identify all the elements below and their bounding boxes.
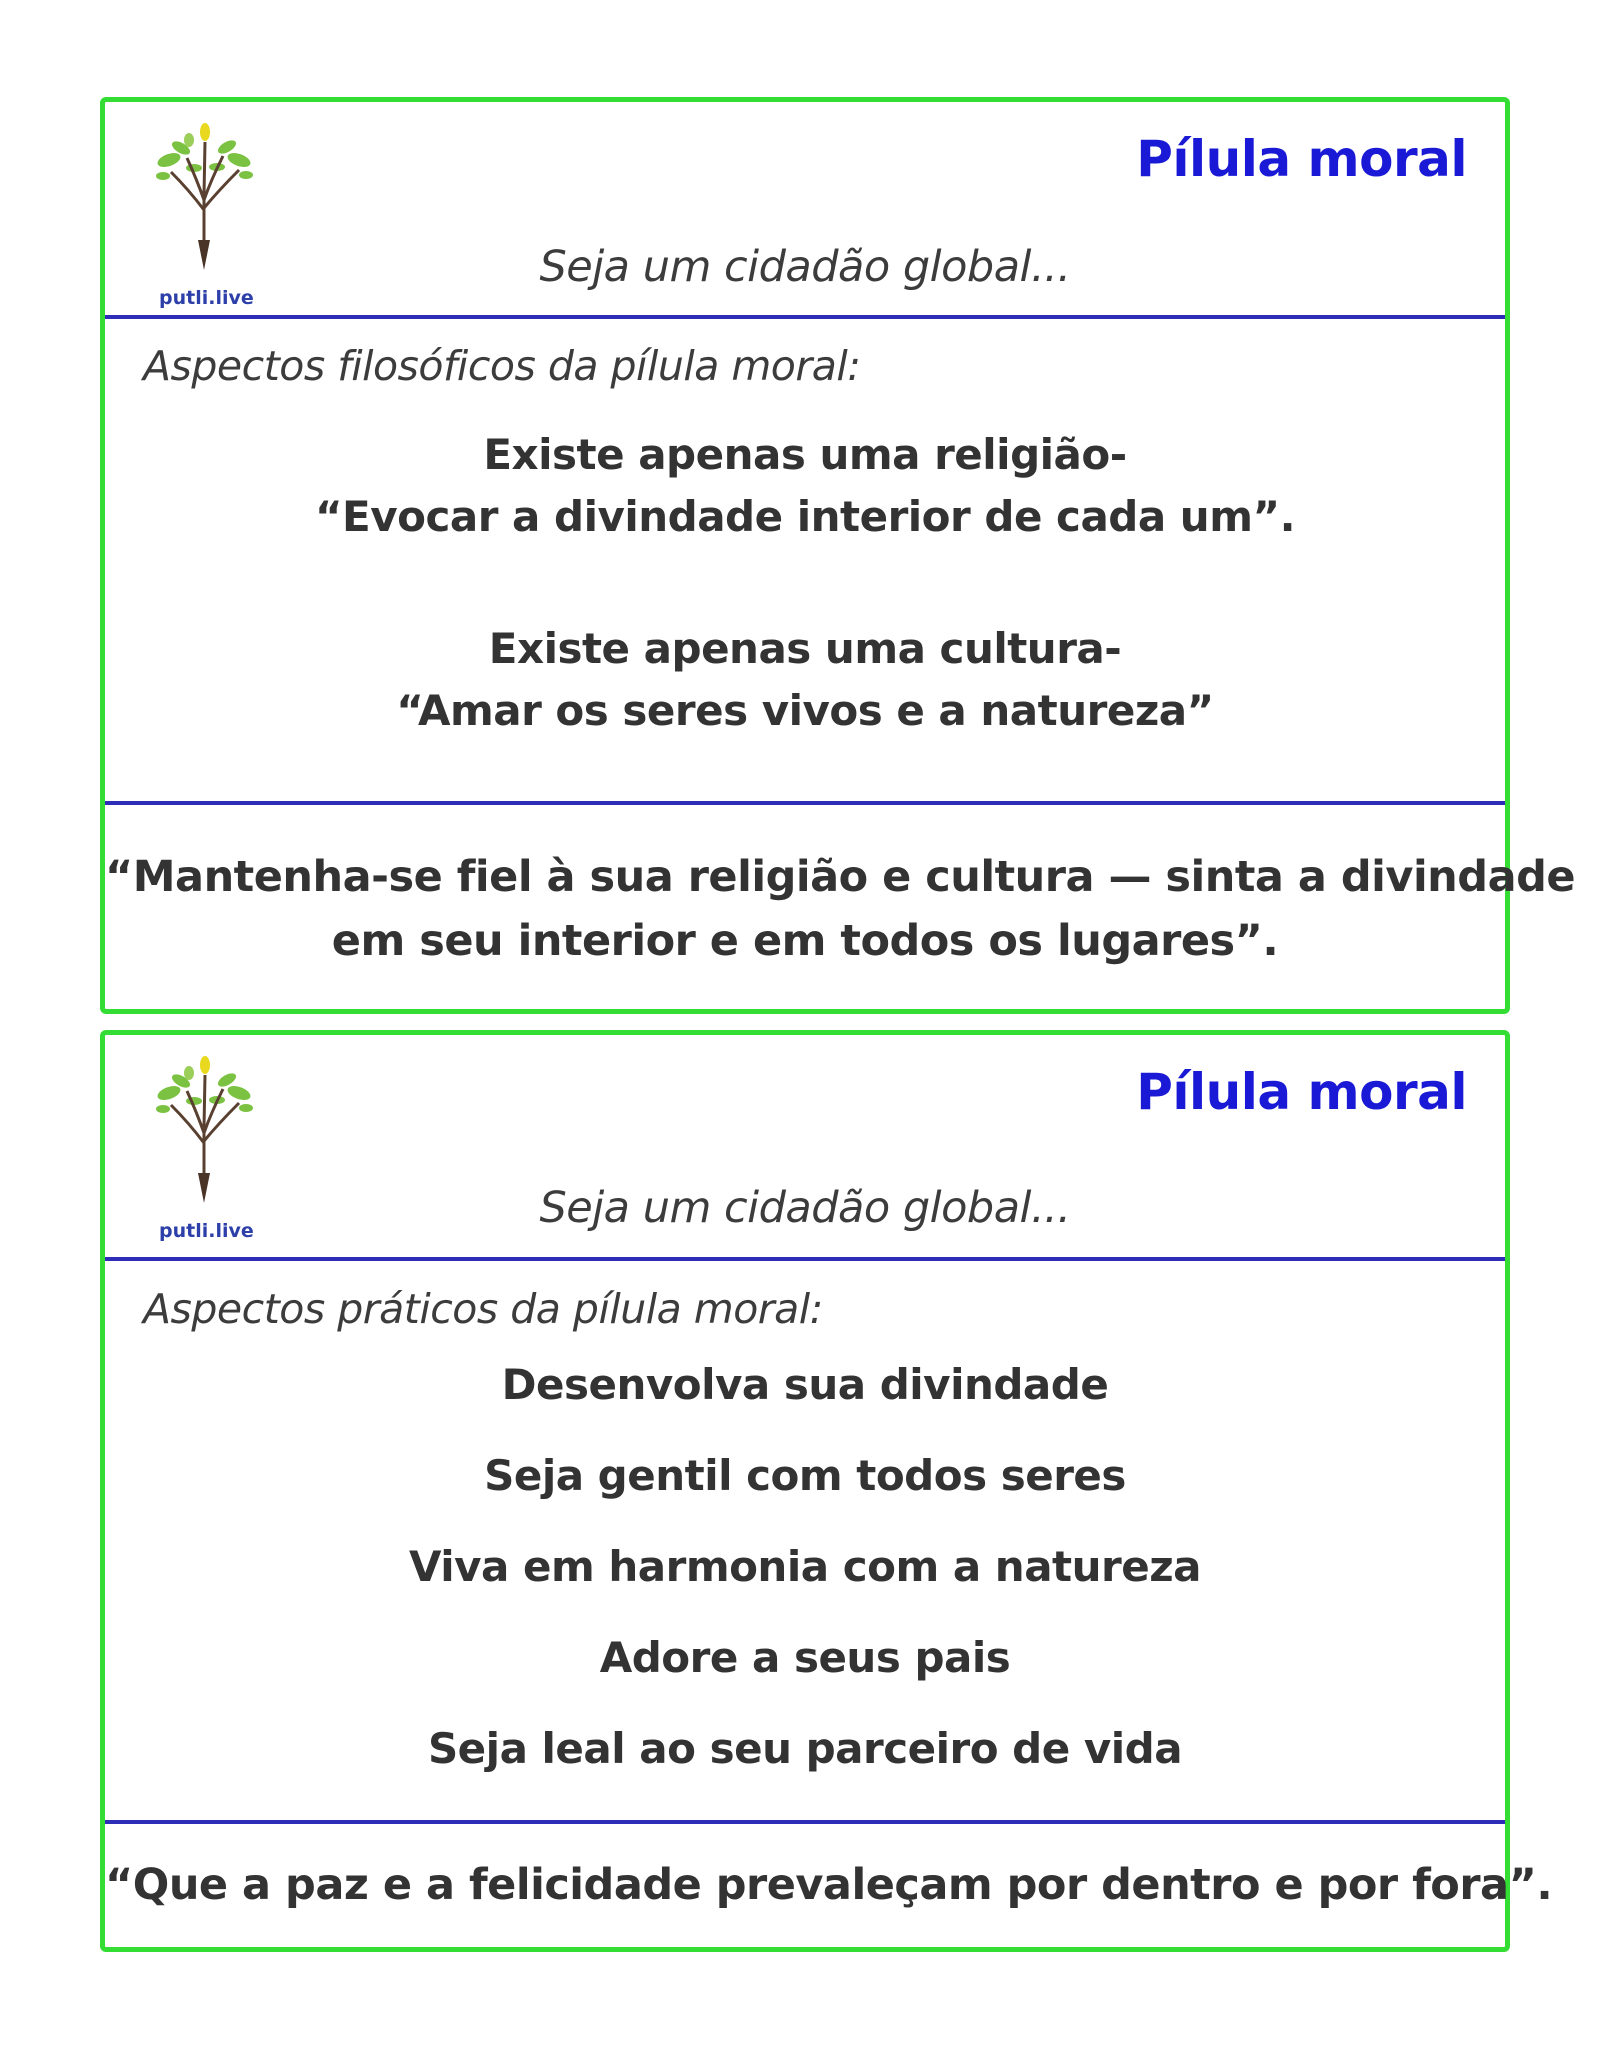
card-subtitle: Seja um cidadão global... [539, 1183, 1071, 1233]
divider [105, 315, 1505, 319]
content-line: Seja gentil com todos seres [484, 1451, 1126, 1500]
logo-text: putli.live [159, 1220, 254, 1242]
closing-quote-line: “Que a paz e a felicidade prevaleçam por dentro e por fora”. [105, 1860, 1553, 1910]
content-line: Seja leal ao seu parceiro de vida [427, 1724, 1183, 1773]
divider [105, 1257, 1505, 1261]
content-line: Existe apenas uma cultura- [488, 624, 1122, 673]
section-label: Aspectos práticos da pílula moral: [143, 1285, 823, 1333]
divider [105, 801, 1505, 805]
content-line: Desenvolva sua divindade [501, 1360, 1109, 1409]
brand-title: Pílula moral [1136, 1063, 1467, 1121]
content-line: Adore a seus pais [599, 1633, 1011, 1682]
card-subtitle: Seja um cidadão global... [539, 242, 1071, 292]
moral-pill-card-philosophical [100, 97, 1576, 1014]
card-header [105, 1035, 1505, 1257]
closing-quote-line: em seu interior e em todos os lugares”. [331, 916, 1279, 966]
content-line: “Amar os seres vivos e a natureza” [396, 686, 1214, 735]
content-line: Existe apenas uma religião- [483, 430, 1127, 479]
section-label: Aspectos filosóficos da pílula moral: [143, 342, 861, 390]
divider [105, 1820, 1505, 1824]
logo-text: putli.live [159, 287, 254, 309]
card-header [105, 102, 1505, 315]
moral-pill-card-practical [100, 1030, 1553, 1952]
content-line: “Evocar a divindade interior de cada um”. [314, 492, 1296, 541]
closing-quote-line: “Mantenha-se fiel à sua religião e cultura — sinta a divindade [105, 852, 1576, 902]
brand-title: Pílula moral [1136, 130, 1467, 188]
content-line: Viva em harmonia com a natureza [408, 1542, 1201, 1591]
